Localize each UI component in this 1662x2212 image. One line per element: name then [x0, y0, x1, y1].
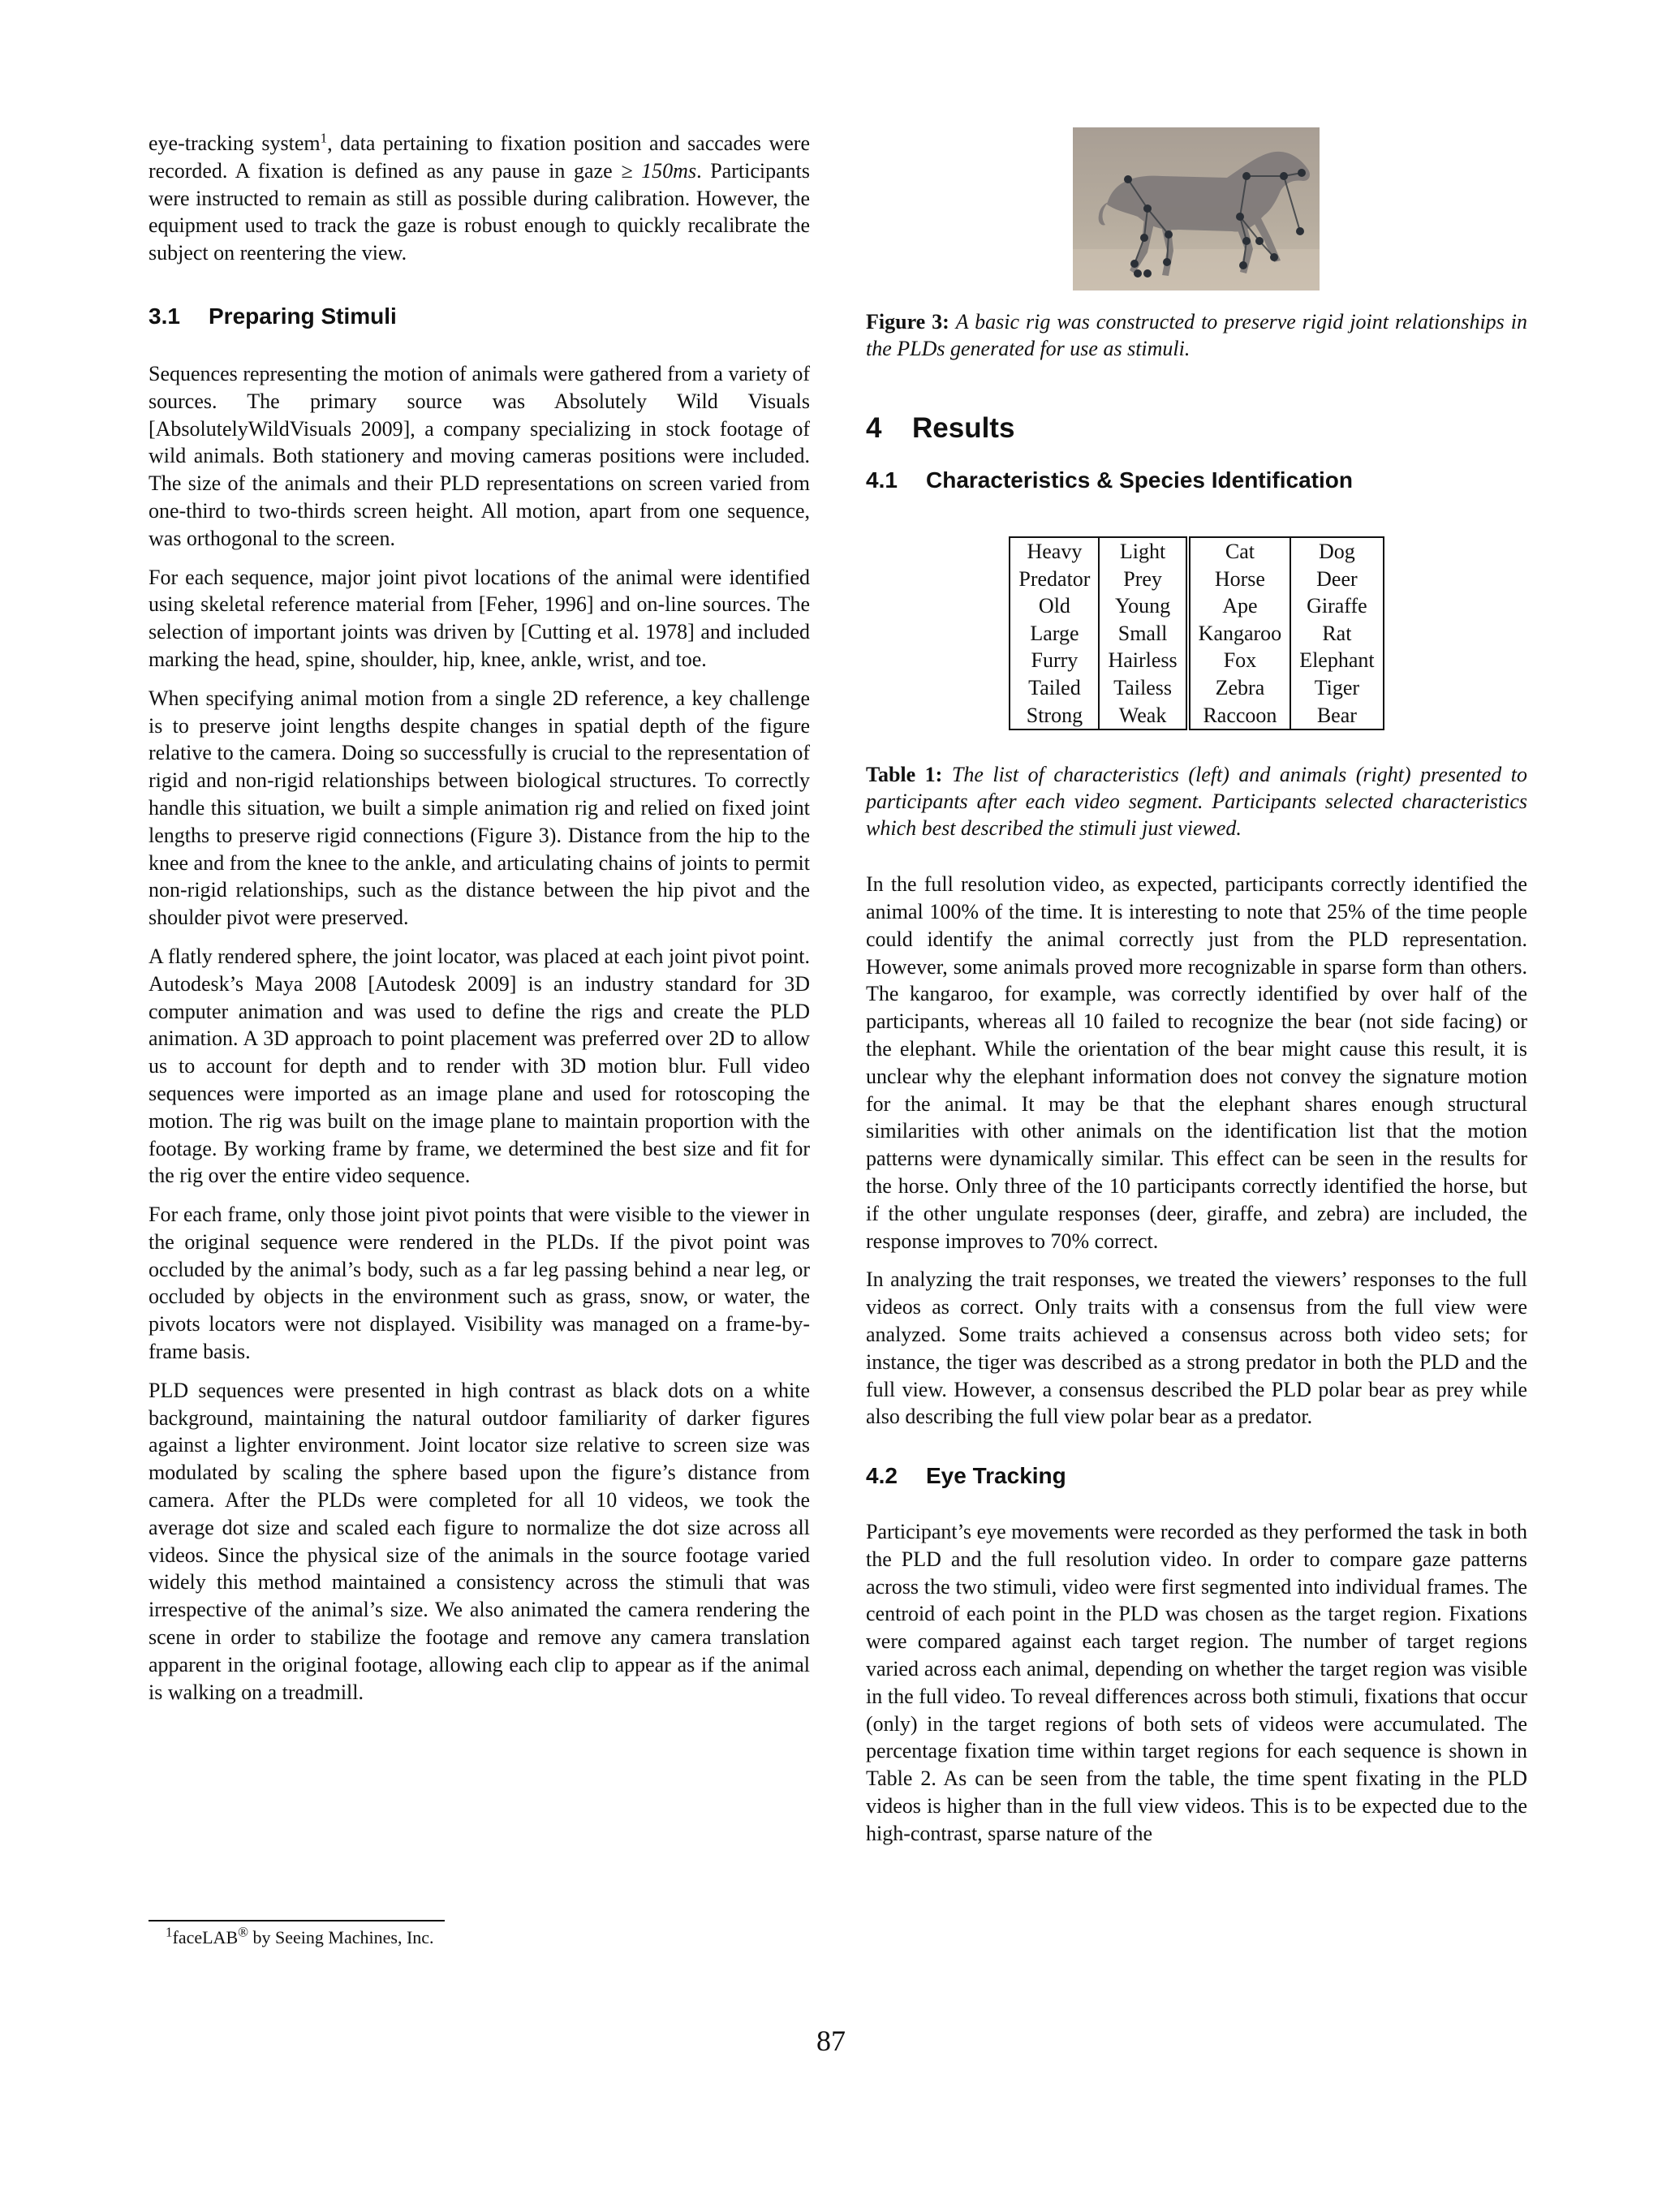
footnote-mark: 1	[166, 1924, 173, 1940]
table-cell: Young	[1099, 592, 1187, 620]
table-cell: Furry	[1010, 647, 1099, 674]
table-cell: Small	[1099, 620, 1187, 648]
table-cell: Deer	[1290, 566, 1383, 593]
section-title: Characteristics & Species Identification	[926, 467, 1353, 493]
page-number: 87	[816, 2025, 846, 2057]
table-cell: Prey	[1099, 566, 1187, 593]
table-cell: Giraffe	[1290, 592, 1383, 620]
section-title: Eye Tracking	[926, 1463, 1066, 1489]
paragraph: Sequences representing the motion of animals were gathered from a variety of sources. The primary source was Absolutely Wild Visuals [AbsolutelyWildVisuals 2009], a company specializing in stock footage of wild animals. Both stationery and moving cameras positions were included. The size of the animals and their PLD representations on screen varied from one-third to two-thirds screen height. All motion, apart from one sequence, was orthogonal to the screen.	[149, 361, 810, 550]
table-cell: Predator	[1010, 566, 1099, 593]
table-cell: Elephant	[1290, 647, 1383, 674]
table-cell: Strong	[1010, 702, 1099, 730]
table-cell: Raccoon	[1188, 702, 1291, 730]
section-number: 4.1	[866, 467, 898, 493]
intro-text-b: , data pertaining to fixation position and saccades were recorded. A fixation is defined as any pause in gaze	[149, 131, 810, 183]
section-title: Preparing Stimuli	[209, 303, 397, 329]
paragraph: For each frame, only those joint pivot points that were visible to the viewer in the original sequence were rendered in the PLDs. If the pivot point was occluded by the animal’s body, such as a far leg passing behind a near leg, or occluded by objects in the environment such as grass, snow, or water, the pivots locators were not displayed. Visibility was managed on a frame-by-frame basis.	[149, 1203, 810, 1364]
section-4-2-heading	[866, 1463, 1527, 1489]
intro-paragraph	[149, 130, 810, 267]
section-4-heading	[866, 412, 1527, 445]
table-cell: Hairless	[1099, 647, 1187, 674]
table-row	[1010, 674, 1383, 702]
figure-label: Figure 3:	[866, 310, 949, 334]
table-row	[1010, 620, 1383, 648]
table-cell: Dog	[1290, 537, 1383, 566]
table-row	[1010, 647, 1383, 674]
section-number: 4.2	[866, 1463, 898, 1489]
table-cell: Rat	[1290, 620, 1383, 648]
figure-3-caption	[866, 308, 1527, 362]
section-title: Results	[912, 412, 1015, 444]
section-number: 3.1	[149, 303, 180, 329]
table-cell: Kangaroo	[1188, 620, 1291, 648]
table-cell: Light	[1099, 537, 1187, 566]
figure-caption-text: A basic rig was constructed to preserve rigid joint relationships in the PLDs generated for use as stimuli.	[866, 310, 1527, 360]
table-cell: Cat	[1188, 537, 1291, 566]
table-row	[1010, 592, 1383, 620]
intro-text-a: eye-tracking system	[149, 131, 321, 155]
math-expression: ≥ 150ms	[621, 158, 697, 183]
paragraph: Participant’s eye movements were recorded as they performed the task in both the PLD and the full resolution video. In order to compare gaze patterns across the two stimuli, video were first segmented into individual frames. The centroid of each point in the PLD was chosen as the target region. Fixations were compared against each target region. The number of target regions varied across each animal, depending on whether the target region was visible in the full video. To reveal differences across both stimuli, fixations that occur (only) in the target regions of both sets of videos were accumulated. The percentage fixation time within target regions for each sequence is shown in Table 2. As can be seen from the table, the time spent fixating in the PLD videos is higher than in the full view videos. This is to be expected due to the high-contrast, sparse nature of the	[866, 1520, 1527, 1845]
footnote-text-b: by Seeing Machines, Inc.	[248, 1927, 434, 1947]
table-cell: Weak	[1099, 702, 1187, 730]
table-row	[1010, 537, 1383, 566]
table-cell: Ape	[1188, 592, 1291, 620]
table-cell: Large	[1010, 620, 1099, 648]
table-1-wrapper	[866, 536, 1527, 730]
table-cell: Bear	[1290, 702, 1383, 730]
paragraph: For each sequence, major joint pivot locations of the animal were identified using skeletal reference material from [Feher, 1996] and on-line sources. The selection of important joints was driven by [Cutting et al. 1978] and included marking the head, spine, shoulder, hip, knee, ankle, wrist, and toe.	[149, 565, 810, 671]
table-1	[1009, 536, 1384, 730]
paragraph: A flatly rendered sphere, the joint locator, was placed at each joint pivot point. Autodesk’s Maya 2008 [Autodesk 2009] is an industry standard for 3D computer animation and was used to define the rigs and create the PLD animation. A 3D approach to point placement was preferred over 2D to allow us to account for depth and to render with 3D motion blur. Full video sequences were imported as an image plane and used for rotoscoping the motion. The rig was built on the image plane to maintain proportion with the footage. By working frame by frame, we determined the best size and fit for the rig over the entire video sequence.	[149, 944, 810, 1188]
table-cell: Horse	[1188, 566, 1291, 593]
table-caption-text: The list of characteristics (left) and animals (right) presented to participants after each video segment. Participants selected characteristics which best described the stimuli just viewed.	[866, 763, 1528, 841]
table-cell: Fox	[1188, 647, 1291, 674]
paragraph: When specifying animal motion from a single 2D reference, a key challenge is to preserve joint lengths despite changes in spatial depth of the figure relative to the camera. Doing so successfully is crucial to the representation of rigid and non-rigid relationships between biological structures. To correctly handle this situation, we built a simple animation rig and relied on fixed joint lengths to preserve rigid connections (Figure 3). Distance from the hip to the knee and from the knee to the ankle, and articulating chains of joints to permit non-rigid relationships, such as the distance between the hip pivot and the shoulder pivot were preserved.	[149, 686, 810, 930]
section-4-1-heading	[866, 467, 1527, 493]
table-row	[1010, 702, 1383, 730]
paragraph: In the full resolution video, as expected, participants correctly identified the animal 100% of the time. It is interesting to note that 25% of the time people could identify the animal correctly just from the PLD representation. However, some animals proved more recognizable in sparse form than others. The kangaroo, for example, was correctly identified by over half of the participants, whereas all 10 failed to recognize the bear (not side facing) or the elephant. While the orientation of the bear might cause this result, it is unclear why the elephant information does not convey the signature motion for the animal. It may be that the elephant shares enough structural similarities with other animals on the identification list that the motion patterns were dynamically similar. This effect can be seen in the results for the horse. Only three of the 10 participants correctly identified the horse, but if the other ungulate responses (deer, giraffe, and zebra) are included, the response improves to 70% correct.	[866, 872, 1527, 1253]
table-cell: Old	[1010, 592, 1099, 620]
footnote-ref[interactable]: 1	[320, 130, 328, 146]
footnote	[166, 1924, 434, 1948]
right-column	[866, 308, 1527, 1848]
paragraph: In analyzing the trait responses, we treated the viewers’ responses to the full videos as correct. Only traits with a consensus from the full view were analyzed. Some traits achieved a consensus across both video sets; for instance, the tiger was described as a strong predator in both the PLD and the full view. However, a consensus described the PLD polar bear as prey while also describing the full view polar bear as a predator.	[866, 1267, 1527, 1429]
table-cell: Tiger	[1290, 674, 1383, 702]
table-1-caption	[866, 761, 1527, 841]
table-cell: Heavy	[1010, 537, 1099, 566]
paragraph: PLD sequences were presented in high contrast as black dots on a white background, maintaining the natural outdoor familiarity of darker figures against a lighter environment. Joint locator size relative to screen size was modulated by scaling the sphere based upon the figure’s distance from camera. After the PLDs were completed for all 10 videos, we took the average dot size and scaled each figure to normalize the dot size across all videos. Since the physical size of the animals in the source footage varied widely this method maintained a consistency across the stimuli that was irrespective of the animal’s size. We also animated the camera rendering the scene in order to stabilize the footage and remove any camera translation apparent in the original footage, allowing each clip to appear as if the animal is walking on a treadmill.	[149, 1378, 810, 1704]
section-3-1-heading	[149, 303, 810, 329]
table-cell: Zebra	[1188, 674, 1291, 702]
intro-text-c: . Participants were instructed to remain as still as possible during calibration. However, the equipment used to track the gaze is robust enough to quickly recalibrate the subject on reentering the view.	[149, 158, 810, 265]
table-row	[1010, 566, 1383, 593]
table-cell: Tailed	[1010, 674, 1099, 702]
left-column	[149, 130, 810, 1706]
section-number: 4	[866, 412, 882, 444]
footnote-rule	[149, 1920, 445, 1922]
table-label: Table 1:	[866, 763, 943, 787]
registered-icon: ®	[238, 1924, 249, 1940]
table-cell: Tailess	[1099, 674, 1187, 702]
footnote-text-a: faceLAB	[172, 1927, 239, 1947]
figure-3-image	[1073, 127, 1320, 290]
